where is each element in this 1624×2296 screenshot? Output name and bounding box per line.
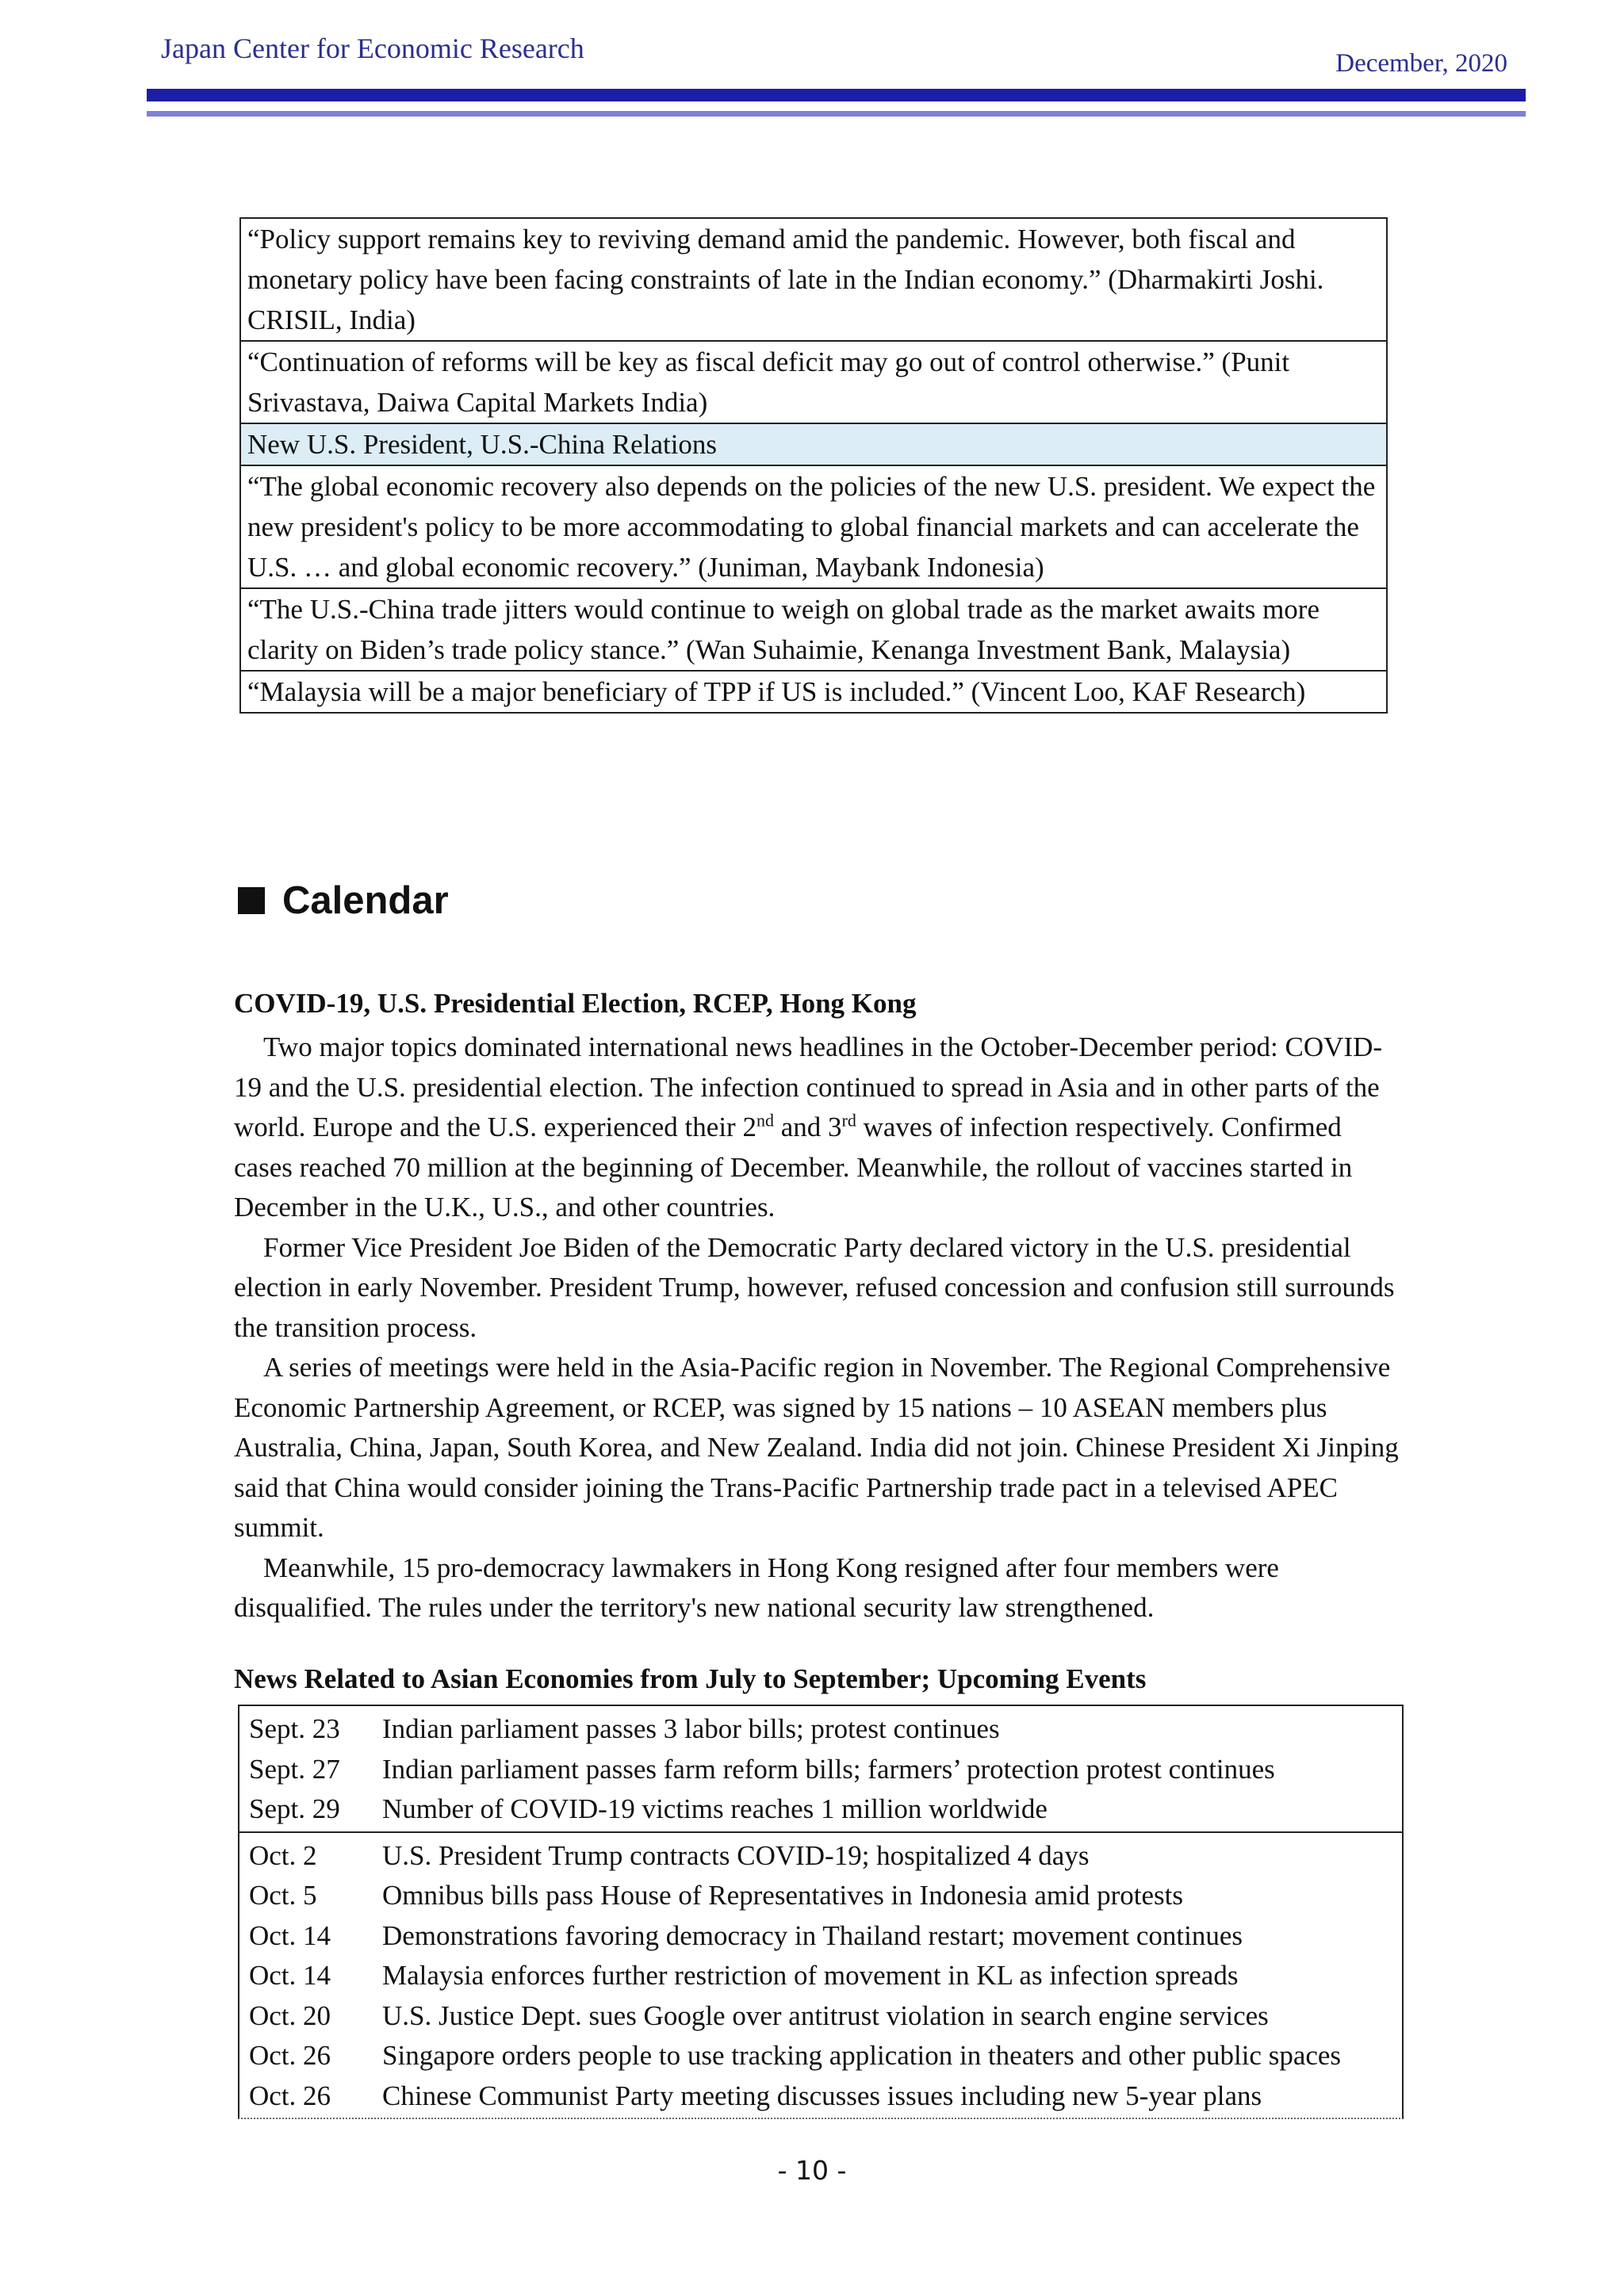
quote-row <box>240 588 1387 671</box>
event-date: Oct. 14 <box>249 1960 331 1991</box>
quotes-table <box>239 217 1388 714</box>
event-date: Sept. 29 <box>249 1793 340 1824</box>
quote-row <box>240 341 1387 423</box>
event-date: Oct. 2 <box>249 1839 317 1871</box>
event-date: Sept. 27 <box>249 1753 340 1785</box>
quote-row <box>240 671 1387 713</box>
paragraph-3: A series of meetings were held in the Asia-Pacific region in November. The Regional Comprehensive Economic Partnership Agreement, or RCEP, was signed by 15 nations – 10 ASEAN members plus Australia, China, Japan, South Korea, and New Zealand. India did not join. Chinese President Xi Jinping said that China would consider joining the Trans-Pacific Partnership trade pact in a televised APEC summit. <box>234 1352 1399 1543</box>
header-rule-thin <box>147 111 1526 117</box>
event-row <box>249 1750 1389 1790</box>
quote-row <box>240 218 1387 341</box>
quote-cell: “The global economic recovery also depends on the policies of the new U.S. president. We expect the new president's policy to be more accommodating to global financial markets and can accelerate the U.S. … and global economic recovery.” (Juniman, Maybank Indonesia) <box>240 465 1387 588</box>
event-row <box>249 1836 1389 1877</box>
event-row <box>249 1709 1389 1750</box>
quote-row <box>240 465 1387 588</box>
paragraph-2: Former Vice President Joe Biden of the Democratic Party declared victory in the U.S. presidential election in early November. President Trump, however, refused concession and confusion still surrounds the transition process. <box>234 1231 1395 1343</box>
superscript-rd: rd <box>841 1110 856 1131</box>
event-date: Oct. 20 <box>249 1999 331 2031</box>
event-group <box>239 1831 1402 2118</box>
news-heading: News Related to Asian Economies from July to September; Upcoming Events <box>234 1663 1147 1694</box>
event-row <box>249 1996 1389 2037</box>
event-description: Demonstrations favoring democracy in Thailand restart; movement continues <box>382 1919 1243 1951</box>
event-description: Singapore orders people to use tracking application in theaters and other public spaces <box>382 2040 1342 2071</box>
event-description: Omnibus bills pass House of Representatives in Indonesia amid protests <box>382 1880 1183 1911</box>
calendar-heading <box>238 878 449 923</box>
paragraph-1 <box>234 1027 1400 1228</box>
page-number: - 10 - <box>777 2155 847 2186</box>
event-date: Sept. 23 <box>249 1713 340 1744</box>
quote-cell: “Continuation of reforms will be key as fiscal deficit may go out of control otherwise.” (Punit Srivastava, Daiwa Capital Markets India) <box>240 341 1387 423</box>
event-row <box>249 2076 1389 2117</box>
event-description: Malaysia enforces further restriction of movement in KL as infection spreads <box>382 1960 1239 1991</box>
event-date: Oct. 5 <box>249 1880 317 1911</box>
event-group <box>239 1706 1402 1831</box>
event-row <box>249 2036 1389 2076</box>
quote-cell: “The U.S.-China trade jitters would continue to weigh on global trade as the market awaits more clarity on Biden’s trade policy stance.” (Wan Suhaimie, Kenanga Investment Bank, Malaysia) <box>240 588 1387 671</box>
section-header-cell: New U.S. President, U.S.-China Relations <box>240 423 1387 465</box>
calendar-subheading: COVID-19, U.S. Presidential Election, RCEP, Hong Kong <box>234 988 917 1019</box>
event-description: Chinese Communist Party meeting discusses issues including new 5-year plans <box>382 2080 1262 2111</box>
superscript-nd: nd <box>756 1110 774 1131</box>
event-row <box>249 1916 1389 1957</box>
header-rule-thick <box>147 89 1526 101</box>
event-description: U.S. Justice Dept. sues Google over antitrust violation in search engine services <box>382 1999 1269 2031</box>
paragraph-4: Meanwhile, 15 pro-democracy lawmakers in Hong Kong resigned after four members were disqualified. The rules under the territory's new national security law strengthened. <box>234 1552 1279 1623</box>
events-table <box>238 1705 1404 2119</box>
event-description: Number of COVID-19 victims reaches 1 million worldwide <box>382 1793 1048 1824</box>
quote-cell: “Policy support remains key to reviving demand amid the pandemic. However, both fiscal and monetary policy have been facing constraints of late in the Indian economy.” (Dharmakirti Joshi. CRISIL, India) <box>240 218 1387 341</box>
paragraph-1-part-b: and 3 <box>773 1112 842 1142</box>
paragraph-1-part-c: waves of infection respectively. Confirmed cases reached 70 million at the beginning of December. Meanwhile, the rollout of vaccines started in December in the U.K., U.S., and other countries. <box>234 1112 1353 1223</box>
paragraph-1-part-a: Two major topics dominated international news headlines in the October-December period: COVID-19 and the U.S. presidential election. The infection continued to spread in Asia and in other parts of the world. Europe and the U.S. experienced their 2 <box>234 1031 1383 1142</box>
event-date: Oct. 14 <box>249 1919 331 1951</box>
black-square-icon <box>238 887 265 914</box>
event-date: Oct. 26 <box>249 2040 331 2071</box>
event-description: U.S. President Trump contracts COVID-19; hospitalized 4 days <box>382 1839 1090 1871</box>
header-date: December, 2020 <box>1335 49 1507 78</box>
event-row <box>249 1789 1389 1830</box>
section-header-row <box>240 423 1387 465</box>
event-date: Oct. 26 <box>249 2080 331 2111</box>
event-row <box>249 1876 1389 1916</box>
calendar-body <box>234 1027 1400 1628</box>
event-description: Indian parliament passes 3 labor bills; protest continues <box>382 1713 1000 1744</box>
event-row <box>249 1956 1389 1996</box>
calendar-heading-text: Calendar <box>282 879 449 922</box>
header-organization: Japan Center for Economic Research <box>161 33 584 64</box>
event-description: Indian parliament passes farm reform bills; farmers’ protection protest continues <box>382 1753 1275 1785</box>
quote-cell: “Malaysia will be a major beneficiary of TPP if US is included.” (Vincent Loo, KAF Research) <box>240 671 1387 713</box>
